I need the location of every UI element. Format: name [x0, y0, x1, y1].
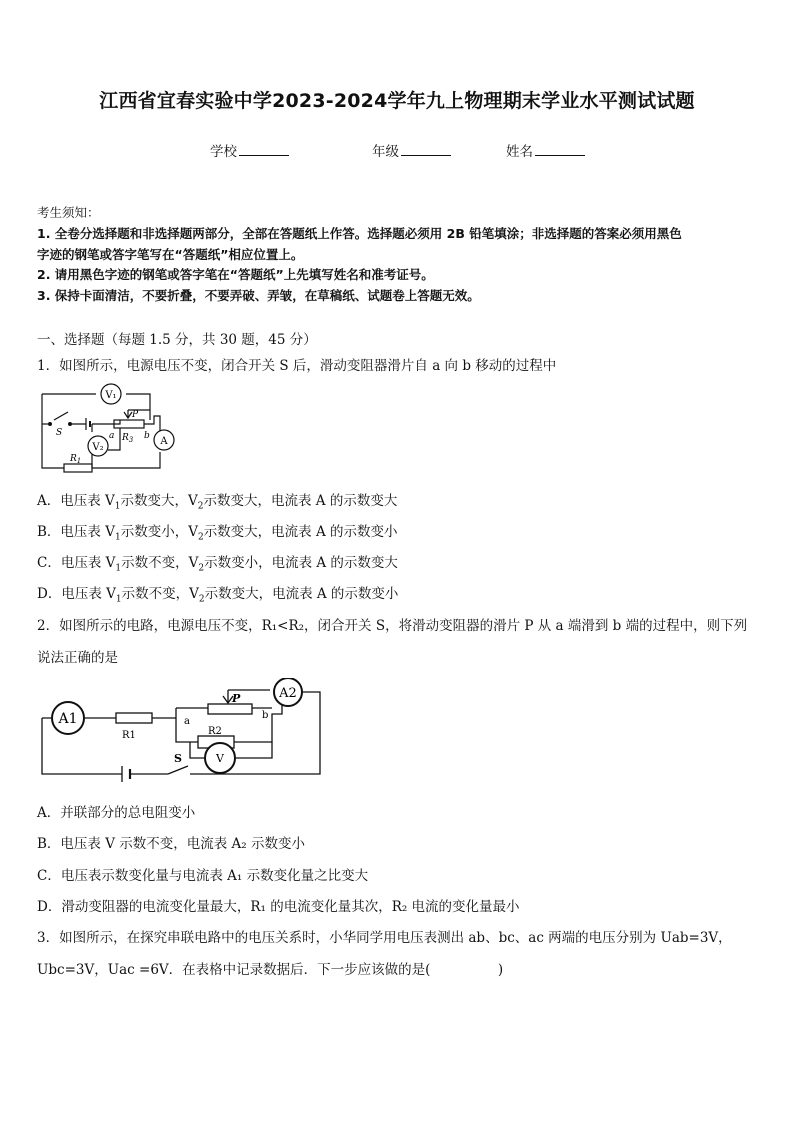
school-label: 学校 [210, 144, 237, 160]
q2-switch-label: S [174, 752, 182, 765]
q1-v2-meter [88, 436, 108, 456]
q1-option-d[interactable]: D．电压表 $V_1$示数不变，$V_2$示数变大，电流表 A 的示数变小 [37, 586, 399, 605]
q2-a2-meter [274, 678, 302, 706]
name-blank[interactable] [535, 143, 585, 156]
notice-item-1b: 字迹的钢笔或答字笔写在“答题纸”相应位置上。 [37, 247, 304, 262]
q1-r1-label: $R_1$ [70, 454, 82, 465]
q1-option-a[interactable]: A．电压表 $V_1$示数变大，$V_2$示数变大，电流表 A 的示数变大 [37, 493, 398, 512]
notice-heading: 考生须知： [37, 205, 100, 220]
q1-slider-label: P [132, 410, 139, 420]
q2-end-b: b [262, 710, 269, 721]
q1-option-c[interactable]: C．电压表 $V_1$示数不变，$V_2$示数变小，电流表 A 的示数变大 [37, 555, 398, 574]
q2-a1-meter [52, 702, 84, 734]
notice-item-3: 3. 保持卡面清洁，不要折叠，不要弄破、弄皱，在草稿纸、试题卷上答题无效。 [37, 288, 480, 303]
q1-ammeter-label: A [160, 436, 168, 447]
q2-slider-label: P [232, 692, 241, 705]
q2-circuit-diagram [38, 678, 324, 782]
notice-item-2: 2. 请用黑色字迹的钢笔或答字笔在“答题纸”上先填写姓名和准考证号。 [37, 267, 434, 282]
q2-r2-label: R2 [208, 726, 222, 737]
name-field[interactable] [506, 140, 585, 160]
q1-v2-label: V₂ [92, 442, 104, 453]
q2-end-a: a [184, 716, 190, 727]
q3-stem-line2: Ubc=3V，Uac =6V．在表格中记录数据后．下一步应该做的是( ) [37, 962, 504, 978]
page-title: 江西省宜春实验中学2023-2024学年九上物理期末学业水平测试试题 [99, 90, 695, 112]
q1-switch-label: S [56, 428, 63, 438]
q2-a2-label: A2 [279, 686, 297, 701]
q2-option-c[interactable]: C．电压表示数变化量与电流表 A₁ 示数变化量之比变大 [37, 868, 369, 884]
q2-v-meter [205, 743, 235, 773]
q2-v-label: V [216, 752, 224, 765]
q1-stem: 1．如图所示，电源电压不变，闭合开关 S 后，滑动变阻器滑片自 a 向 b 移动的过程中 [37, 358, 557, 374]
q2-stem-line1: 2．如图所示的电路，电源电压不变，R₁<R₂，闭合开关 S，将滑动变阻器的滑片 P 从 a 端滑到 b 端的过程中，则下列 [37, 618, 748, 634]
q1-end-b: b [144, 431, 150, 441]
q2-option-a[interactable]: A．并联部分的总电阻变小 [37, 805, 196, 821]
school-blank[interactable] [239, 143, 289, 156]
grade-blank[interactable] [401, 143, 451, 156]
q1-option-b[interactable]: B．电压表 $V_1$示数变小，$V_2$示数变大，电流表 A 的示数变小 [37, 524, 398, 543]
q1-ammeter [154, 430, 174, 450]
section-heading: 一、选择题（每题 1.5 分，共 30 题，45 分） [37, 332, 317, 348]
q2-option-d[interactable]: D．滑动变阻器的电流变化量最大，R₁ 的电流变化量其次，R₂ 电流的变化量最小 [37, 899, 520, 915]
q2-a1-label: A1 [58, 711, 78, 727]
notice-item-1: 1. 全卷分选择题和非选择题两部分，全部在答题纸上作答。选择题必须用 2B 铅笔填涂；非选择题的答案必须用黑色 [37, 226, 682, 241]
q1-end-a: a [109, 431, 115, 441]
q3-stem-line1: 3．如图所示，在探究串联电路中的电压关系时，小华同学用电压表测出 ab、bc、ac 两端的电压分别为 Uab=3V， [37, 930, 732, 946]
q2-stem-line2: 说法正确的是 [37, 650, 118, 666]
q1-circuit-diagram [36, 380, 186, 476]
q2-r1-label: R1 [122, 730, 136, 741]
q1-r3-label: $R_3$ [122, 433, 134, 444]
q1-v1-meter [101, 384, 121, 404]
q1-v1-label: V₁ [105, 390, 117, 401]
name-label: 姓名 [506, 144, 533, 160]
grade-label: 年级 [372, 144, 399, 160]
grade-field[interactable] [372, 140, 451, 160]
school-field[interactable] [210, 140, 289, 160]
q2-option-b[interactable]: B．电压表 V 示数不变，电流表 A₂ 示数变小 [37, 836, 305, 852]
